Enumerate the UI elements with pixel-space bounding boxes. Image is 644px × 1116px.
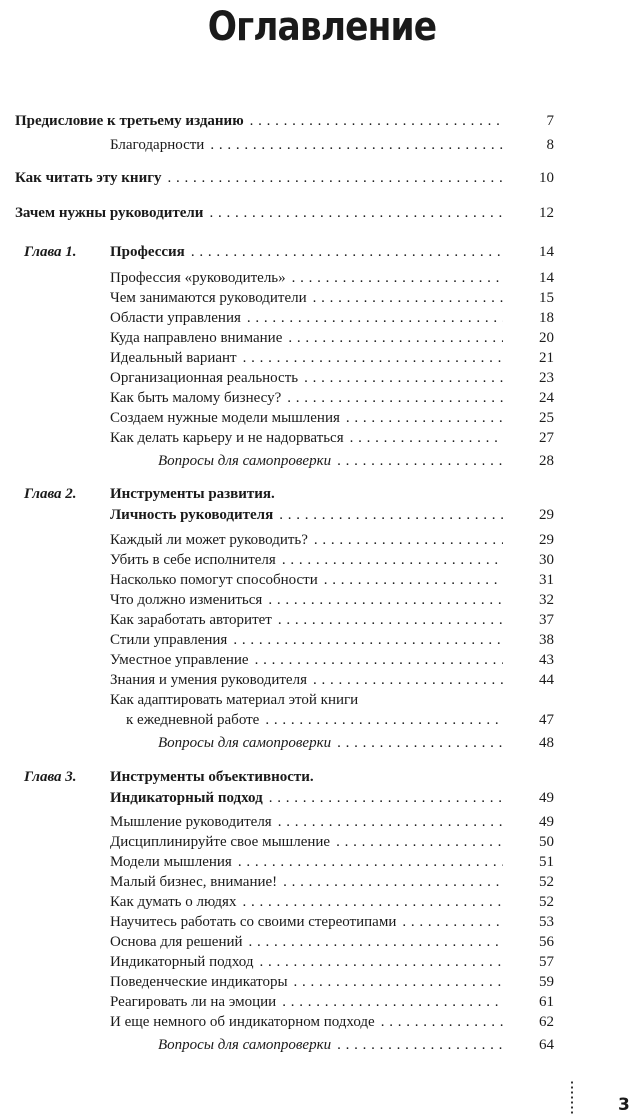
chapter-entry[interactable]	[0, 240, 644, 264]
toc-entry-title: Знания и умения руководителя	[110, 672, 313, 688]
toc-page-number: 28	[539, 453, 554, 469]
chapter-title: Инструменты развития.	[110, 486, 281, 502]
toc-page-number: 7	[546, 113, 554, 129]
toc-page-number: 21	[539, 350, 554, 366]
toc-page-number: 50	[539, 834, 554, 850]
toc-page-number: 47	[539, 712, 554, 728]
toc-entry-title: Индикаторный подход	[110, 954, 259, 970]
chapter-label: Глава 1.	[24, 244, 77, 260]
toc-page-number: 29	[539, 532, 554, 548]
toc-page-number: 8	[546, 137, 554, 153]
toc-page-number: 18	[539, 310, 554, 326]
toc-entry-title: Научитесь работать со своими стереотипами	[110, 914, 402, 930]
toc-entry[interactable]	[0, 1010, 644, 1034]
toc-entry-title: Как заработать авторитет	[110, 612, 278, 628]
toc-page-number: 31	[539, 572, 554, 588]
toc-page-number: 44	[539, 672, 554, 688]
toc-entry-review[interactable]	[0, 449, 644, 473]
toc-entry-title: Каждый ли может руководить?	[110, 532, 314, 548]
toc-entry-title: Зачем нужны руководители	[15, 205, 209, 221]
toc-page-number: 27	[539, 430, 554, 446]
chapter-label: Глава 2.	[24, 486, 77, 502]
toc-entry-title: Вопросы для самопроверки	[158, 1037, 337, 1053]
toc-page-number: 15	[539, 290, 554, 306]
toc-page-number: 25	[539, 410, 554, 426]
chapter-entry[interactable]	[0, 786, 644, 810]
toc-page-number: 59	[539, 974, 554, 990]
chapter-label: Глава 3.	[24, 769, 77, 785]
toc-page-number: 14	[539, 270, 554, 286]
toc-page-number: 52	[539, 894, 554, 910]
chapter-entry[interactable]	[0, 503, 644, 527]
toc-entry-title: Основа для решений	[110, 934, 249, 950]
toc-entry-title: Поведенческие индикаторы	[110, 974, 294, 990]
toc-entry[interactable]	[0, 133, 644, 157]
toc-entry-title: Мышление руководителя	[110, 814, 278, 830]
chapter-title: Инструменты объективности.	[110, 769, 320, 785]
toc-entry[interactable]	[0, 426, 644, 450]
toc-entry-title: Вопросы для самопроверки	[158, 453, 337, 469]
toc-page-number: 61	[539, 994, 554, 1010]
toc-page-number: 37	[539, 612, 554, 628]
chapter-title: Профессия	[110, 244, 191, 260]
toc-entry-title: Как читать эту книгу	[15, 170, 168, 186]
toc-page-number: 51	[539, 854, 554, 870]
chapter-title: Индикаторный подход	[110, 790, 269, 806]
margin-dots-decoration	[571, 1080, 573, 1116]
toc-entry-title: Малый бизнес, внимание!	[110, 874, 283, 890]
toc-entry-title: Как быть малому бизнесу?	[110, 390, 287, 406]
toc-entry-title: Организационная реальность	[110, 370, 304, 386]
toc-entry-review[interactable]	[0, 1033, 644, 1057]
toc-entry-title: Чем занимаются руководители	[110, 290, 313, 306]
toc-page-number: 49	[539, 790, 554, 806]
toc-entry-title: Идеальный вариант	[110, 350, 243, 366]
toc-entry[interactable]	[0, 201, 644, 225]
toc-page-number: 32	[539, 592, 554, 608]
toc-entry-title: Модели мышления	[110, 854, 238, 870]
toc-entry-title: Дисциплинируйте свое мышление	[110, 834, 336, 850]
toc-page-number: 24	[539, 390, 554, 406]
toc-entry-title: Как думать о людях	[110, 894, 242, 910]
toc-page-number: 57	[539, 954, 554, 970]
toc-entry[interactable]	[0, 708, 644, 732]
toc-page-number: 14	[539, 244, 554, 260]
toc-page-number: 12	[539, 205, 554, 221]
toc-entry-title: Как адаптировать материал этой книги	[110, 692, 364, 708]
toc-page-number: 10	[539, 170, 554, 186]
toc-page-number: 38	[539, 632, 554, 648]
toc-entry[interactable]	[0, 109, 644, 133]
toc-entry-title: Создаем нужные модели мышления	[110, 410, 346, 426]
toc-page-number: 48	[539, 735, 554, 751]
toc-page-number: 52	[539, 874, 554, 890]
toc-page-number: 53	[539, 914, 554, 930]
toc-entry-title: Куда направлено внимание	[110, 330, 288, 346]
toc-page-number: 64	[539, 1037, 554, 1053]
toc-entry-title: Профессия «руководитель»	[110, 270, 292, 286]
toc-page-number: 29	[539, 507, 554, 523]
toc-entry-title: Что должно измениться	[110, 592, 268, 608]
toc-page-number: 43	[539, 652, 554, 668]
toc-entry-title: Насколько помогут способности	[110, 572, 324, 588]
toc-entry-title: Уместное управление	[110, 652, 255, 668]
toc-entry-title: Предисловие к третьему изданию	[15, 113, 250, 129]
toc-page-number: 49	[539, 814, 554, 830]
toc-entry-title: Благодарности	[110, 137, 210, 153]
toc-page-number: 30	[539, 552, 554, 568]
toc-entry-title: Стили управления	[110, 632, 233, 648]
toc-page-number: 23	[539, 370, 554, 386]
toc-entry-title: Реагировать ли на эмоции	[110, 994, 282, 1010]
toc-entry-review[interactable]	[0, 731, 644, 755]
toc-page-number: 62	[539, 1014, 554, 1030]
page-number: 3	[618, 1095, 630, 1115]
page-title: Оглавление	[207, 4, 437, 50]
toc-entry-title: И еще немного об индикаторном подходе	[110, 1014, 381, 1030]
chapter-title: Личность руководителя	[110, 507, 279, 523]
toc-entry-title: Вопросы для самопроверки	[158, 735, 337, 751]
toc-entry[interactable]	[0, 166, 644, 190]
toc-entry-title-cont: к ежедневной работе	[126, 712, 265, 728]
toc-entry-title: Как делать карьеру и не надорваться	[110, 430, 350, 446]
toc-entry-title: Убить в себе исполнителя	[110, 552, 282, 568]
toc-page-number: 56	[539, 934, 554, 950]
toc-entry-title: Области управления	[110, 310, 247, 326]
toc-page-number: 20	[539, 330, 554, 346]
